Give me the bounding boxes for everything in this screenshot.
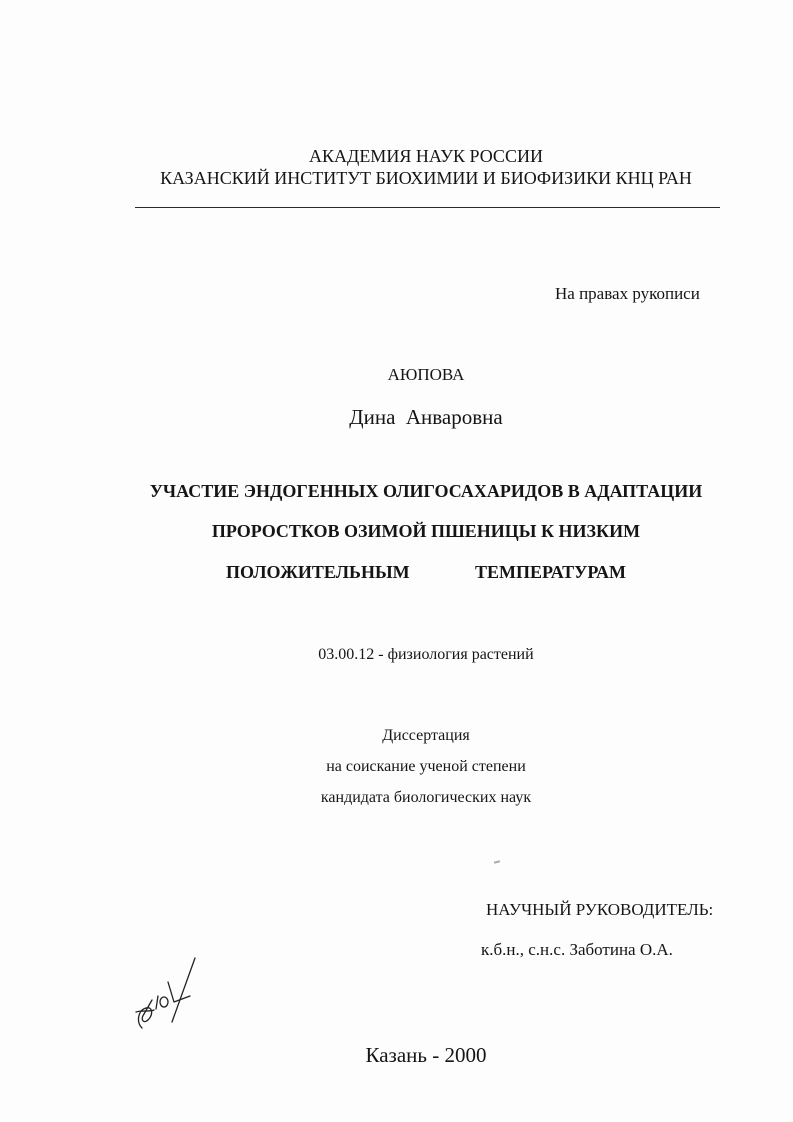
place-and-year: Казань - 2000 xyxy=(365,1043,487,1067)
handwritten-signature-mark xyxy=(128,952,204,1036)
header-institute: КАЗАНСКИЙ ИНСТИТУТ БИОХИМИИ И БИОФИЗИКИ КНЦ РАН xyxy=(160,168,692,188)
header-academy: АКАДЕМИЯ НАУК РОССИИ xyxy=(309,146,543,166)
supervisor-heading: НАУЧНЫЙ РУКОВОДИТЕЛЬ: xyxy=(486,900,714,919)
author-given-names: Дина Анваровна xyxy=(349,405,503,429)
signature-stroke xyxy=(160,997,168,1007)
signature-stroke xyxy=(172,958,195,1022)
title-line-1: УЧАСТИЕ ЭНДОГЕННЫХ ОЛИГОСАХАРИДОВ В АДАПТАЦИИ xyxy=(149,481,703,501)
title-line-3-right: ТЕМПЕРАТУРАМ xyxy=(475,562,627,582)
signature-stroke xyxy=(156,996,158,1009)
specialty-code: 03.00.12 - физиология растений xyxy=(318,646,534,663)
scan-speck xyxy=(494,860,500,863)
signature-stroke xyxy=(168,982,190,1002)
degree-line-3: кандидата биологических наук xyxy=(320,789,532,806)
author-surname: АЮПОВА xyxy=(387,365,465,384)
signature-stroke xyxy=(139,1000,152,1028)
title-line-3-left: ПОЛОЖИТЕЛЬНЫМ xyxy=(226,562,410,582)
degree-line-2: на соискание ученой степени xyxy=(326,758,526,775)
degree-line-1: Диссертация xyxy=(382,727,470,744)
supervisor-name: к.б.н., с.н.с. Заботина О.А. xyxy=(481,940,673,959)
manuscript-note: На правах рукописи xyxy=(555,284,700,303)
title-line-2: ПРОРОСТКОВ ОЗИМОЙ ПШЕНИЦЫ К НИЗКИМ xyxy=(211,521,641,541)
header-divider xyxy=(135,207,720,208)
